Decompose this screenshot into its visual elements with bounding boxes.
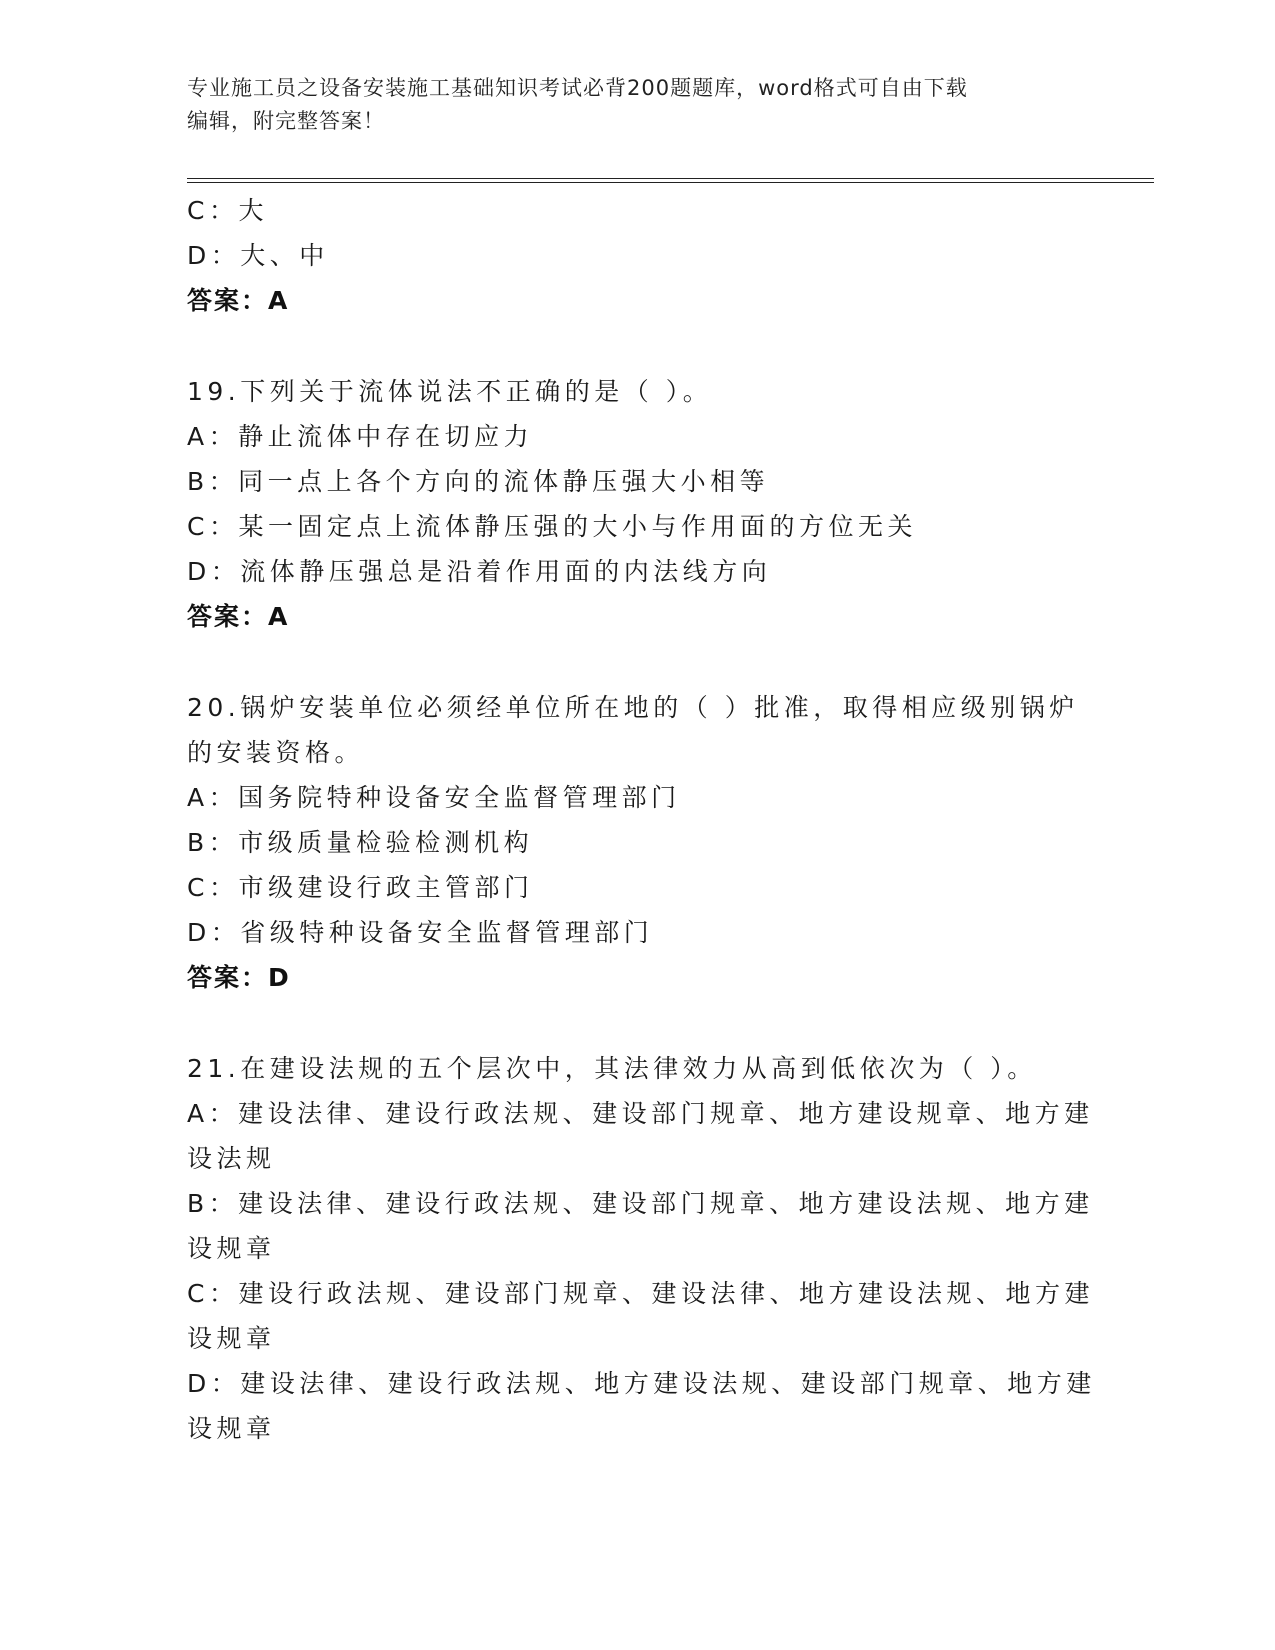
option-a: A：国务院特种设备安全监督管理部门 (187, 783, 681, 812)
header-title-line-1: 专业施工员之设备安装施工基础知识考试必背200题题库，word格式可自由下载 (187, 76, 968, 100)
spacer (187, 639, 1087, 685)
question-20 (187, 685, 1087, 1000)
question-list (187, 188, 1096, 1451)
question-19 (187, 369, 1087, 639)
option-c: C：市级建设行政主管部门 (187, 873, 534, 902)
question-stem: 21.在建设法规的五个层次中，其法律效力从高到低依次为（ ）。 (187, 1054, 1037, 1083)
answer: 答案：A (187, 286, 290, 315)
option-b: B：同一点上各个方向的流体静压强大小相等 (187, 467, 770, 496)
option-c: C：某一固定点上流体静压强的大小与作用面的方位无关 (187, 512, 917, 541)
option-c-line-2: 设规章 (187, 1324, 276, 1353)
question-21 (187, 1046, 1096, 1451)
option-c: C：大 (187, 196, 268, 225)
answer: 答案：A (187, 602, 290, 631)
answer: 答案：D (187, 963, 291, 992)
option-a-line-1: A：建设法律、建设行政法规、建设部门规章、地方建设规章、地方建 (187, 1099, 1094, 1128)
option-d-line-1: D：建设法律、建设行政法规、地方建设法规、建设部门规章、地方建 (187, 1369, 1096, 1398)
option-b-line-2: 设规章 (187, 1234, 276, 1263)
header-divider-bottom (187, 182, 1154, 183)
option-d: D：大、中 (187, 241, 329, 270)
spacer (187, 1000, 1087, 1046)
option-a-line-2: 设法规 (187, 1144, 276, 1173)
option-d: D：省级特种设备安全监督管理部门 (187, 918, 654, 947)
option-a: A：静止流体中存在切应力 (187, 422, 534, 451)
option-b-line-1: B：建设法律、建设行政法规、建设部门规章、地方建设法规、地方建 (187, 1189, 1094, 1218)
question-18-tail (187, 188, 1087, 323)
document-header (187, 72, 1067, 138)
header-title-line-2: 编辑，附完整答案！ (187, 109, 385, 133)
option-c-line-1: C：建设行政法规、建设部门规章、建设法律、地方建设法规、地方建 (187, 1279, 1094, 1308)
spacer (187, 323, 1087, 369)
header-divider-top (187, 178, 1154, 179)
option-b: B：市级质量检验检测机构 (187, 828, 534, 857)
question-stem-line-1: 20.锅炉安装单位必须经单位所在地的（ ）批准，取得相应级别锅炉 (187, 693, 1079, 722)
option-d-line-2: 设规章 (187, 1414, 276, 1443)
question-stem: 19.下列关于流体说法不正确的是（ ）。 (187, 377, 713, 406)
option-d: D：流体静压强总是沿着作用面的内法线方向 (187, 557, 772, 586)
question-stem-line-2: 的安装资格。 (187, 738, 365, 767)
